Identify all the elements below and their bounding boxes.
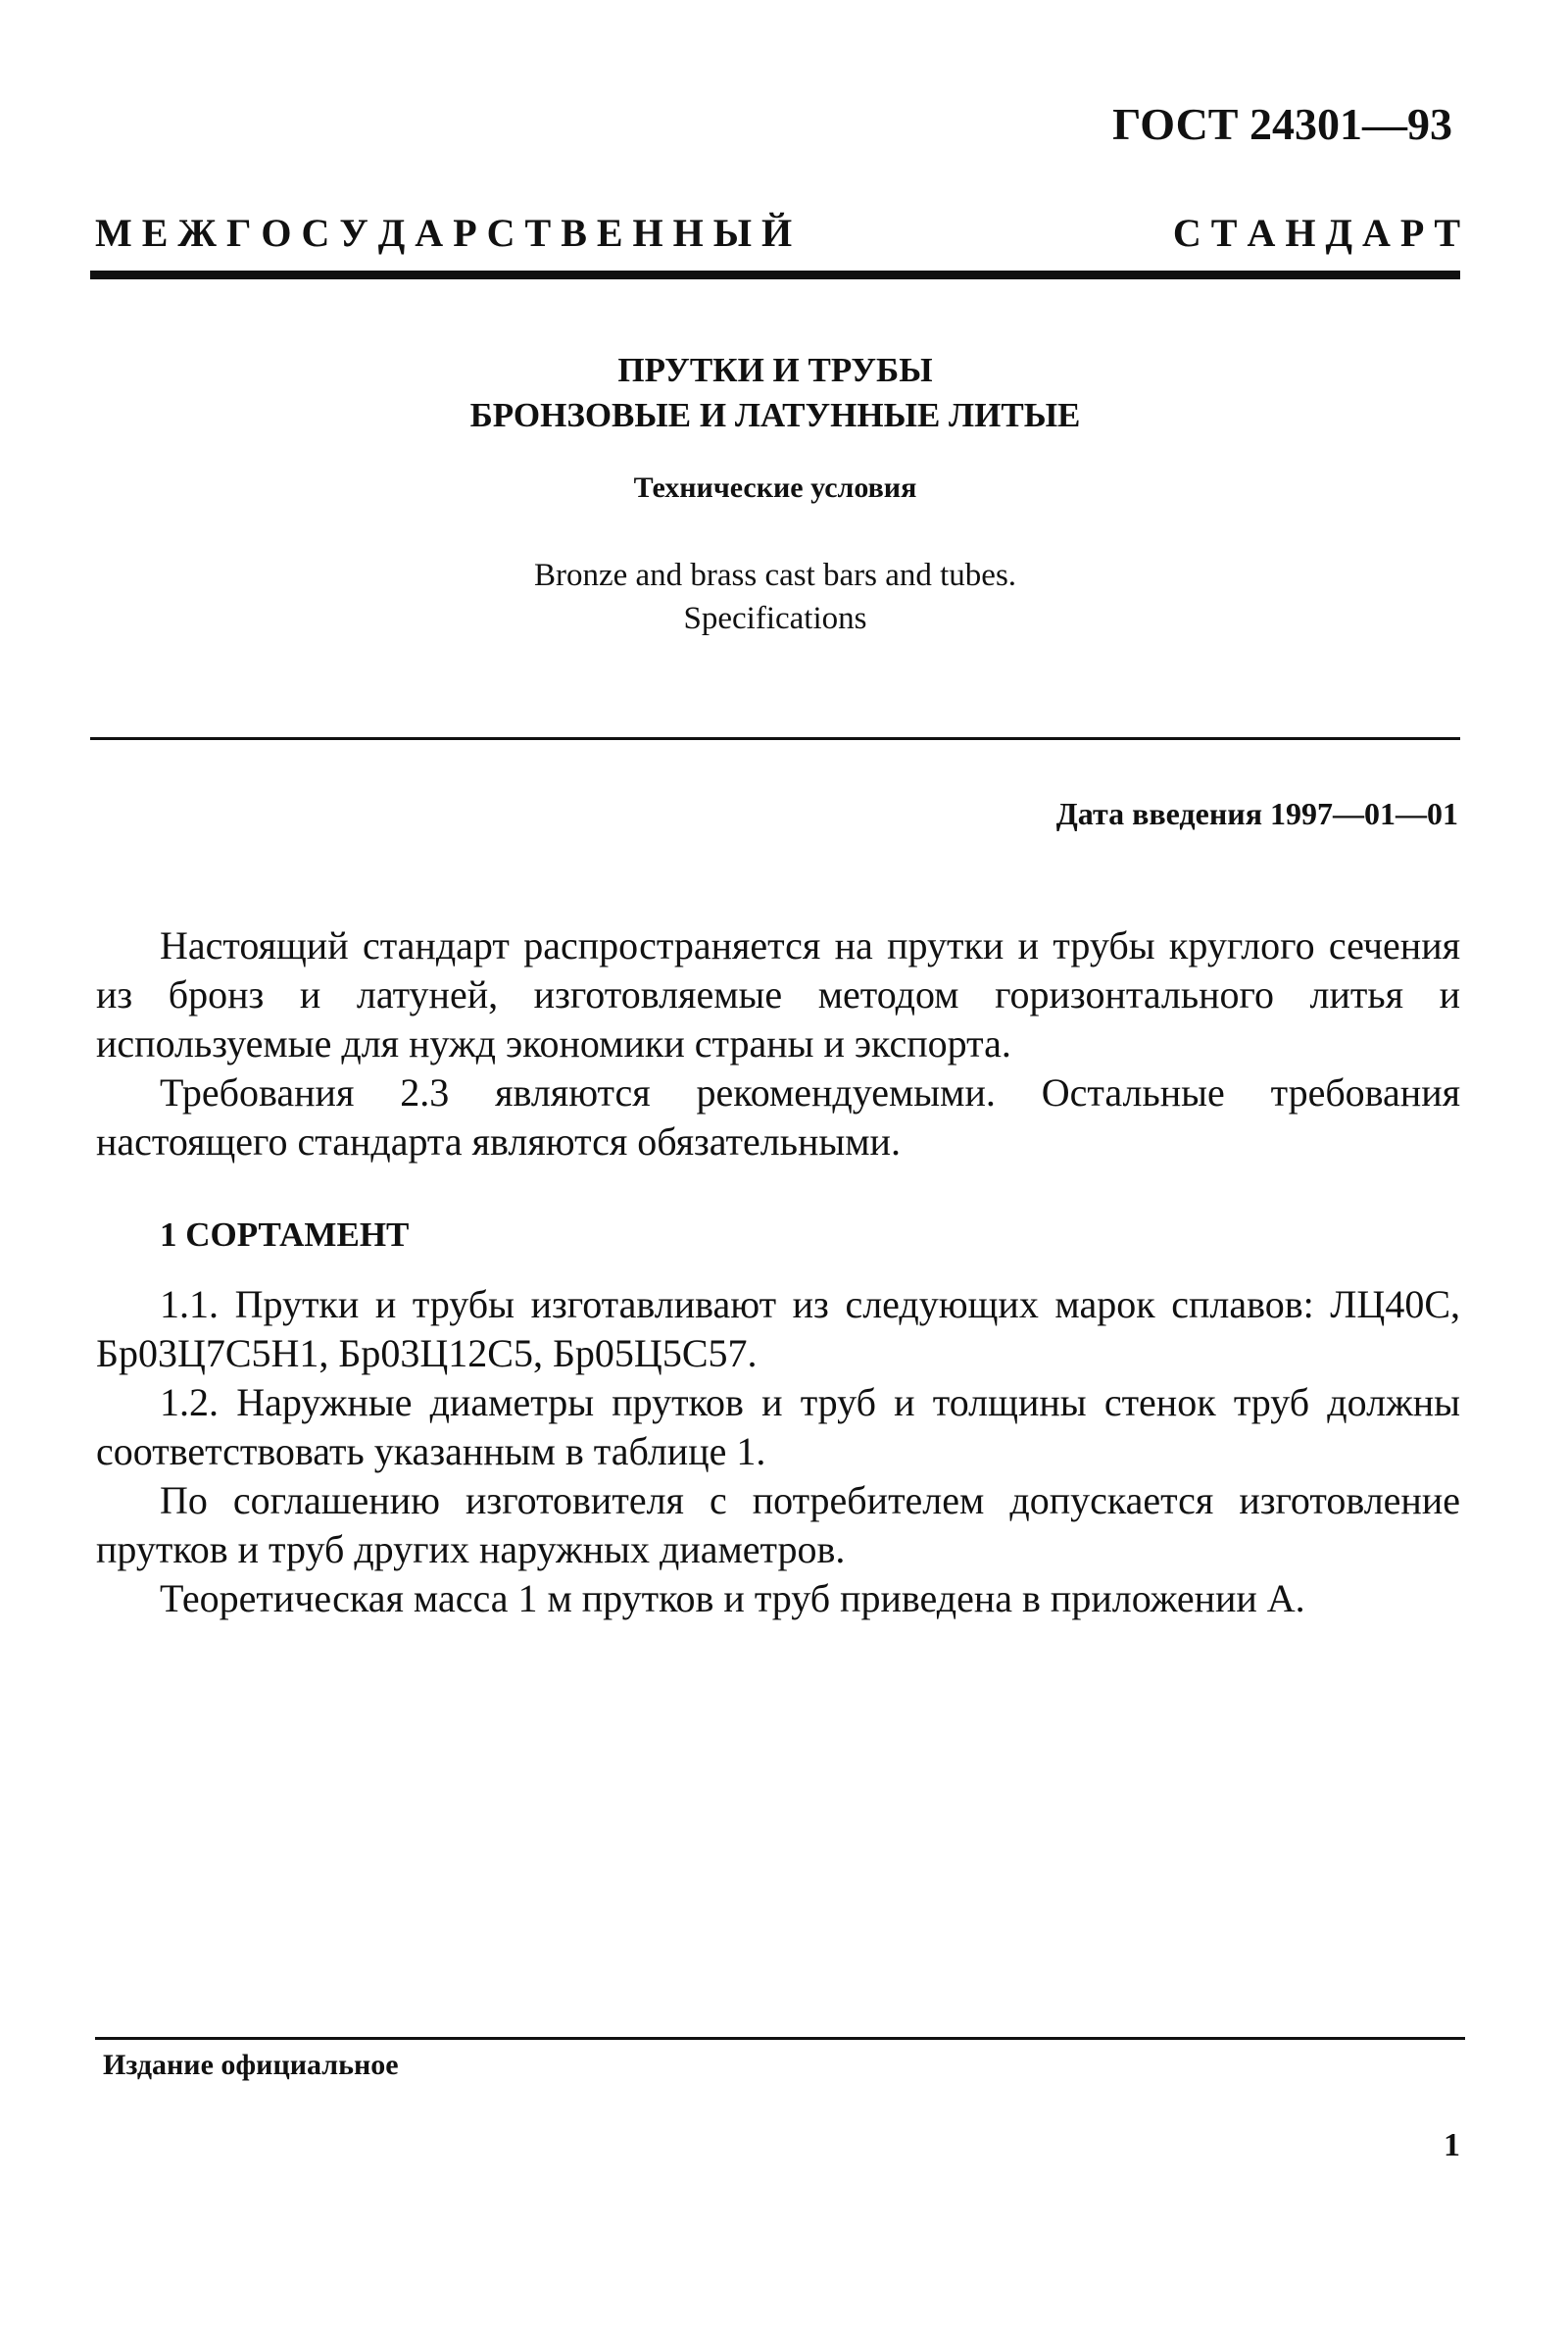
official-edition-label: Издание официальное — [103, 2049, 399, 2081]
english-title-line-1: Bronze and brass cast bars and tubes. — [533, 558, 1017, 593]
header-word-interstate: М Е Ж Г О С У Д А Р С Т В Е Н Н Ы Й — [95, 211, 793, 255]
introduction-date: Дата введения 1997—01—01 — [1055, 796, 1458, 831]
standard-number: ГОСТ 24301—93 — [1112, 99, 1452, 149]
page-number: 1 — [1444, 2127, 1460, 2163]
intro-paragraph-2: Требования 2.3 являются рекомендуемыми. Остальные требования настоящего стандарта являются обязательными. — [96, 1070, 1460, 1164]
footer-divider — [95, 2037, 1465, 2040]
section-paragraph-1: 1.1. Прутки и трубы изготавливают из следующих марок сплавов: ЛЦ40С, Бр03Ц7С5Н1, Бр03Ц12С5, Бр05Ц5С57. — [96, 1282, 1460, 1375]
document-subtitle: Технические условия — [633, 471, 917, 504]
english-title-line-2: Specifications — [683, 601, 867, 636]
standard-type-header — [95, 204, 1460, 263]
section-text — [96, 1280, 1460, 1623]
title-divider — [90, 737, 1460, 740]
english-title — [90, 554, 1460, 640]
title-line-2: БРОНЗОВЫЕ И ЛАТУННЫЕ ЛИТЫЕ — [469, 396, 1081, 434]
section-paragraph-3: По соглашению изготовителя с потребителем допускается изготовление прутков и труб других наружных диаметров. — [96, 1478, 1460, 1571]
header-word-standard: С Т А Н Д А Р Т — [1172, 211, 1460, 255]
introduction-text — [96, 921, 1460, 1166]
document-title — [90, 348, 1460, 438]
header-divider — [90, 271, 1460, 279]
intro-paragraph-1: Настоящий стандарт распространяется на прутки и трубы круглого сечения из бронз и латуней, изготовляемые методом горизонтального литья и используемые для нужд экономики страны и экспорта. — [96, 923, 1460, 1066]
section-heading: 1 СОРТАМЕНТ — [160, 1215, 410, 1254]
section-paragraph-2: 1.2. Наружные диаметры прутков и труб и толщины стенок труб должны соответствовать указанным в таблице 1. — [96, 1380, 1460, 1473]
section-paragraph-4: Теоретическая масса 1 м прутков и труб приведена в приложении А. — [160, 1576, 1305, 1620]
title-line-1: ПРУТКИ И ТРУБЫ — [617, 351, 933, 389]
